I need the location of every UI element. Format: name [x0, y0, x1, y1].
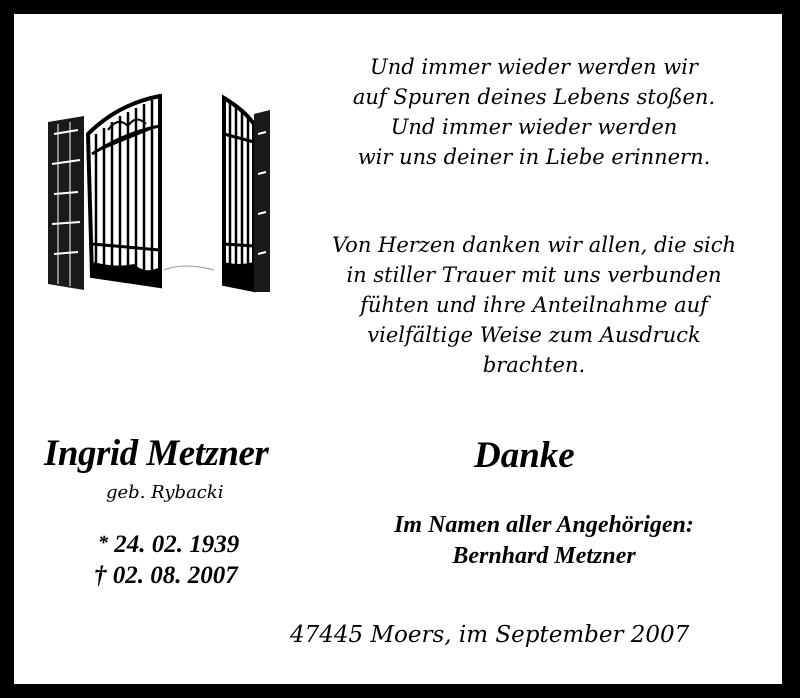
- birth-star-icon: *: [98, 532, 108, 554]
- open-gate-icon: [48, 94, 270, 294]
- deceased-name: Ingrid Metzner: [44, 433, 269, 474]
- poem-line: Und immer wieder werden: [390, 115, 678, 139]
- danke-heading: Danke: [474, 435, 575, 476]
- signature-block: [354, 510, 734, 572]
- place-date: 47445 Moers, im September 2007: [290, 622, 690, 648]
- thanks-text: [289, 230, 779, 380]
- thanks-line: fühten und ihre Anteilnahme auf: [360, 293, 708, 317]
- signer-name: Bernhard Metzner: [452, 543, 636, 569]
- poem-line: Und immer wieder werden wir: [370, 55, 698, 79]
- on-behalf-text: Im Namen aller Angehörigen:: [394, 512, 694, 538]
- death-cross-icon: †: [94, 562, 107, 589]
- maiden-name: geb. Rybacki: [106, 482, 224, 503]
- obituary-card: [14, 14, 782, 684]
- thanks-line: Von Herzen danken wir allen, die sich: [331, 233, 737, 257]
- poem-line: auf Spuren deines Lebens stoßen.: [352, 85, 716, 109]
- birth-date-line: [98, 531, 239, 559]
- birth-date: 24. 02. 1939: [114, 531, 240, 558]
- poem-verse: [304, 52, 764, 172]
- thanks-line: brachten.: [482, 353, 586, 377]
- thanks-line: vielfältige Weise zum Ausdruck: [367, 323, 701, 347]
- thanks-line: in stiller Trauer mit uns verbunden: [346, 263, 722, 287]
- death-date-line: [94, 562, 238, 590]
- poem-line: wir uns deiner in Liebe erinnern.: [357, 145, 711, 169]
- death-date: 02. 08. 2007: [112, 562, 238, 589]
